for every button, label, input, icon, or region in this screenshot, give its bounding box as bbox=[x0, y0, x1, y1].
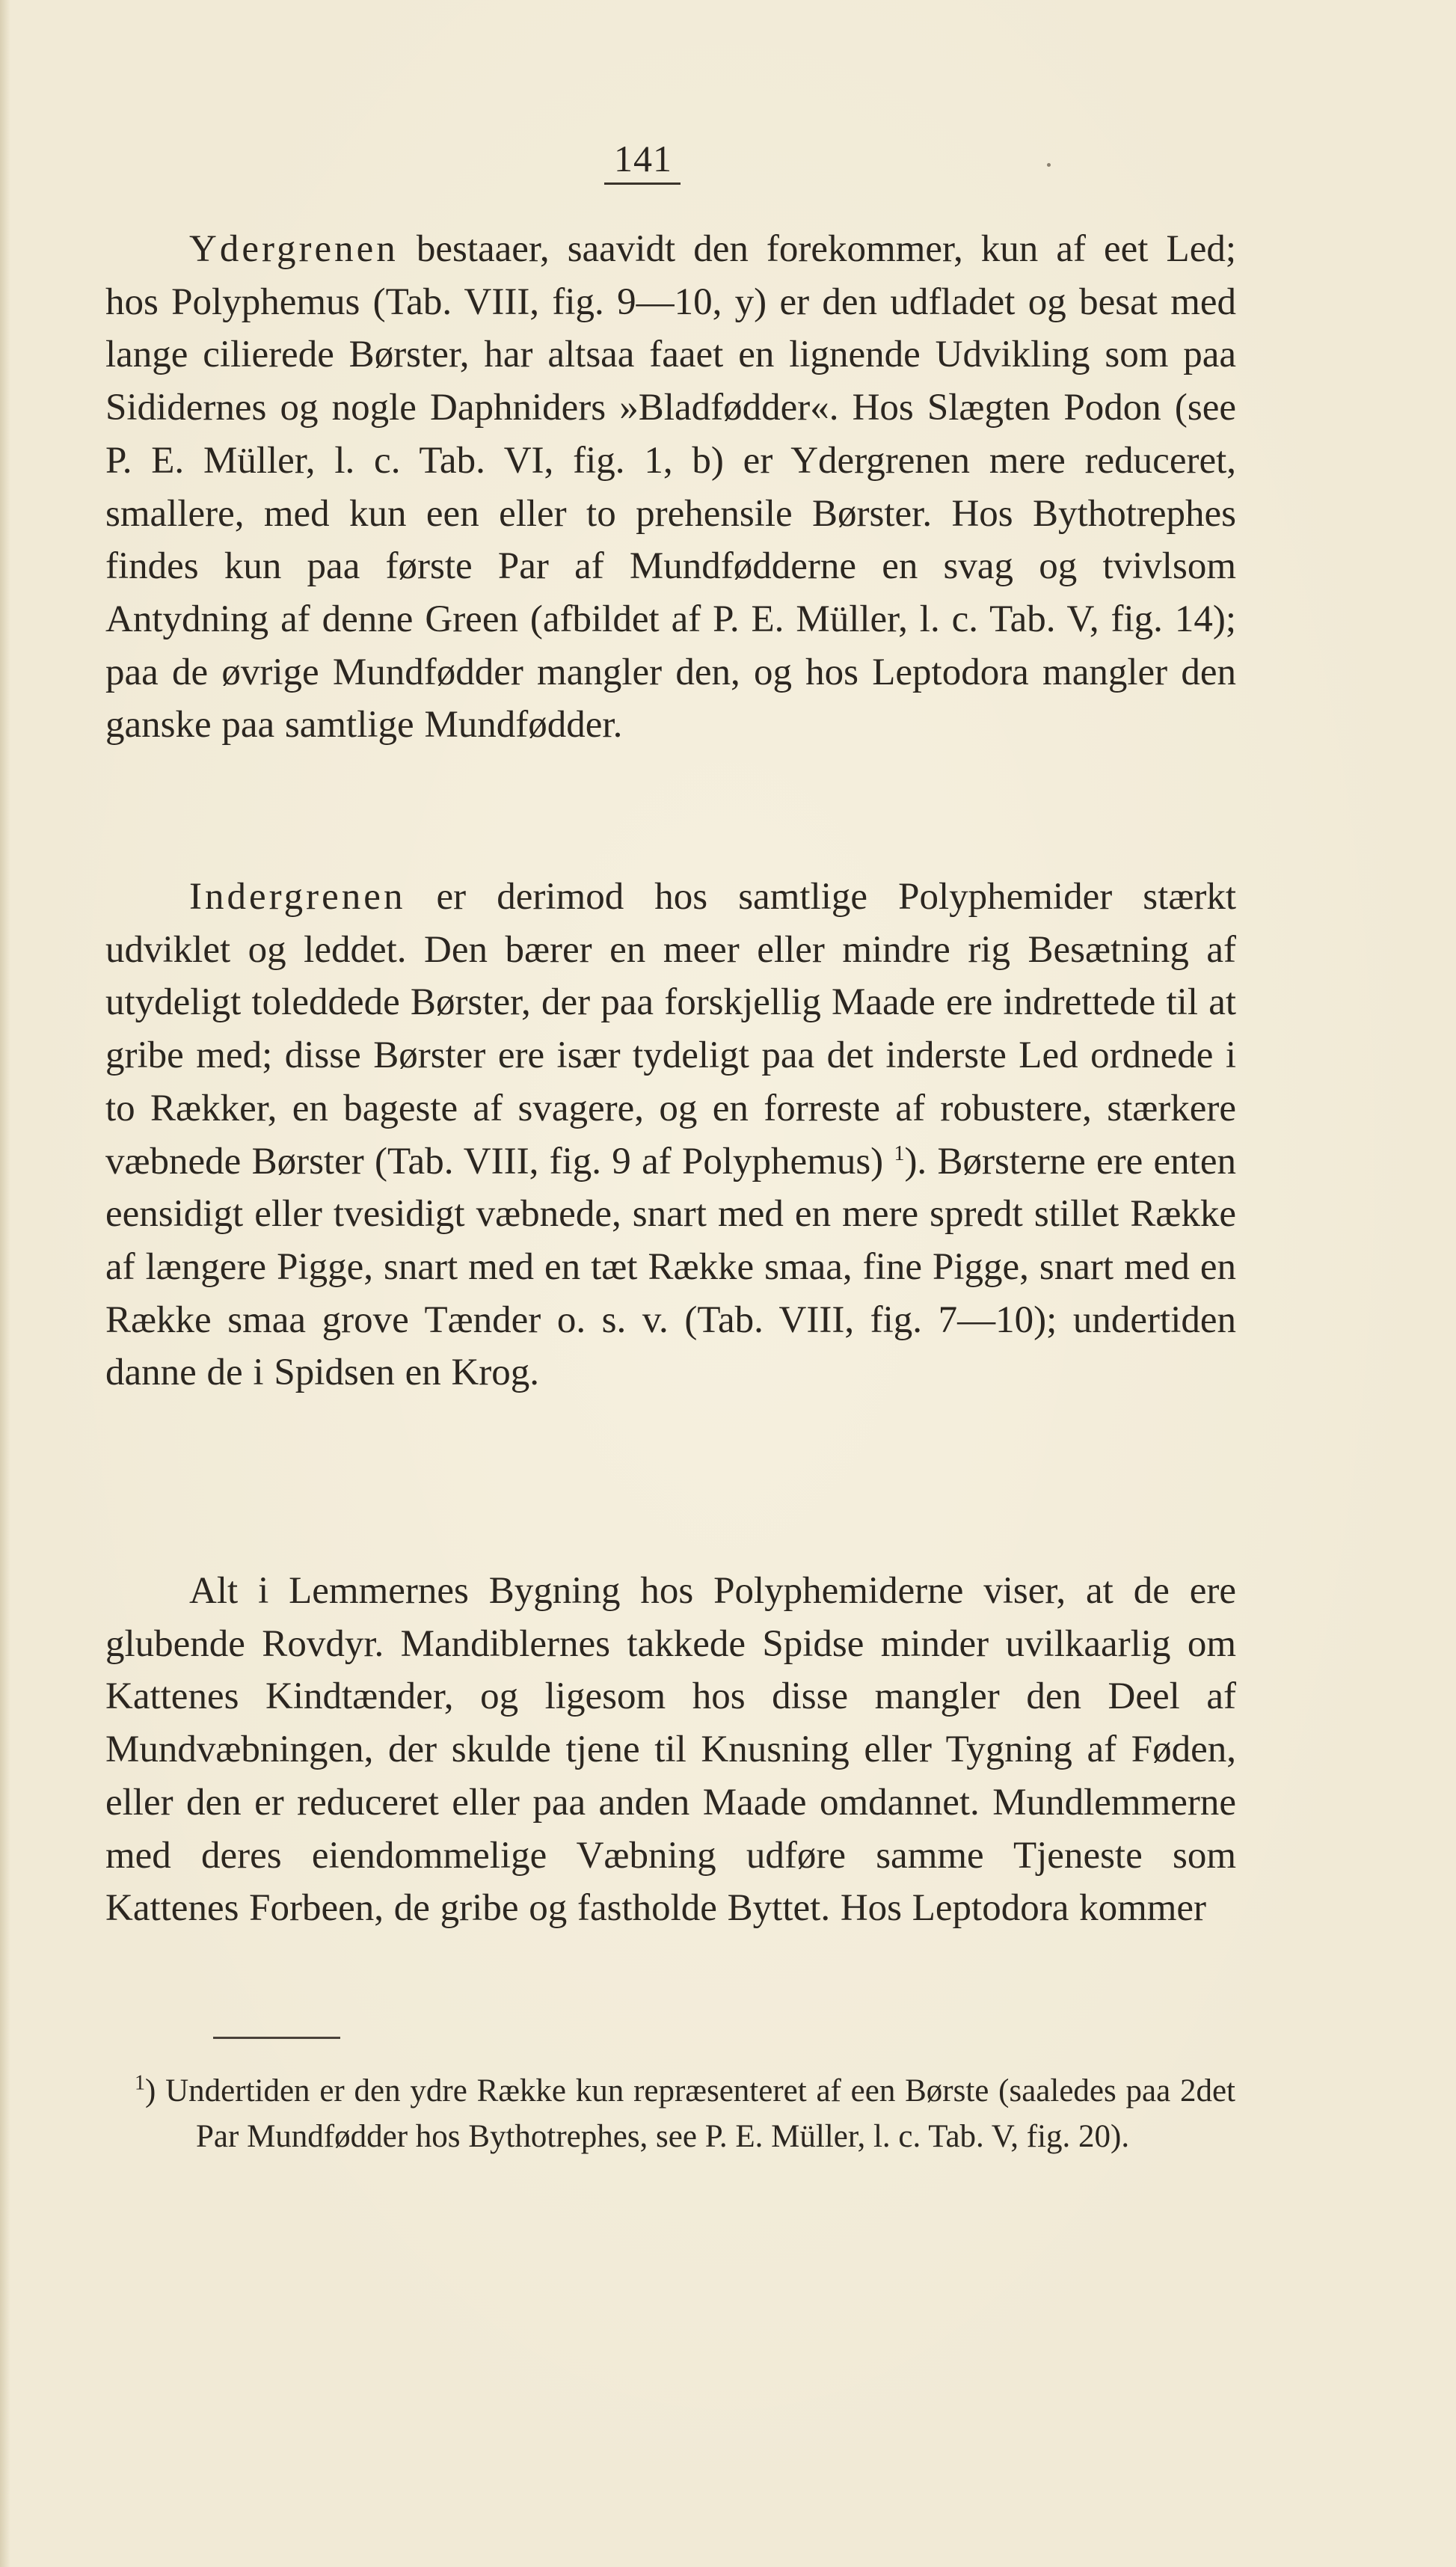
paragraph-text: Alt i Lemmernes Bygning hos Polyphemiderne viser, at de ere glubende Rovdyr. Mandiblernes takkede Spidse minder uvilkaarlig om Kattenes Kindtænder, og ligesom hos disse mangler den Deel af Mundvæbningen, der skulde tjene til Knusning eller Tygning af Føden, eller den er reduceret eller paa anden Maade omdannet. Mundlemmerne med deres eiendommelige Væbning udføre samme Tjeneste som Kattenes Forbeen, de gribe og fastholde Byttet. Hos Leptodora kommer bbox=[105, 1570, 1236, 1930]
paragraph-lead-word: Indergrenen bbox=[189, 876, 406, 918]
page-number-underline bbox=[604, 183, 681, 185]
paragraph-text: bestaaer, saavidt den forekommer, kun af eet Led; hos Polyphemus (Tab. VIII, fig. 9—10, y) er den udfladet og besat med lange cilierede Børster, har altsaa faaet en lignende Udvikling som paa Sididernes og nogle Daphniders »Bladfødder«. Hos Slægten Podon (see P. E. Müller, l. c. Tab. VI, fig. 1, b) er Ydergrenen mere reduceret, smallere, med kun een eller to prehensile Børster. Hos Bythotrephes findes kun paa første Par af Mundfødderne en svag og tvivlsom Antydning af denne Green (afbildet af P. E. Müller, l. c. Tab. V, fig. 14); paa de øvrige Mundfødder mangler den, og hos Leptodora mangler den ganske paa samtlige Mundfødder. bbox=[105, 228, 1236, 746]
footnote-marker-paren: ) bbox=[145, 2073, 156, 2109]
page-number: 141 bbox=[614, 138, 672, 180]
paragraph-ydergrenen bbox=[105, 223, 1236, 752]
footnote-marker: 1 bbox=[135, 2071, 145, 2095]
paragraph-lemmernes-bygning bbox=[105, 1565, 1236, 1935]
footnote-text: Undertiden er den ydre Række kun repræsenteret af een Børste (saaledes paa 2det Par Mundfødder hos Bythotrephes, see P. E. Müller, l. c. Tab. V, fig. 20). bbox=[156, 2073, 1235, 2154]
footnote bbox=[135, 2068, 1235, 2159]
paper-speck bbox=[1047, 163, 1051, 167]
paragraph-lead-word: Ydergrenen bbox=[189, 228, 399, 270]
footnote-separator bbox=[213, 2037, 340, 2039]
page-gutter-shadow bbox=[0, 0, 10, 2567]
footnote-reference: 1 bbox=[894, 1141, 905, 1165]
paragraph-text: er derimod hos samtlige Polyphemider stærkt udviklet og leddet. Den bærer en meer eller mindre rig Besætning af utydeligt toleddede Børster, der paa forskjellig Maade ere indrettede til at gribe med; disse Børster ere især tydeligt paa det inderste Led ordnede i to Rækker, en bageste af svagere, og en forreste af robustere, stærkere væbnede Børster (Tab. VIII, fig. 9 af Polyphemus) bbox=[105, 876, 1236, 1183]
paragraph-text-continued: ). Børsterne ere enten eensidigt eller tvesidigt væbnede, snart med en mere spredt stillet Række af længere Pigge, snart med en tæt Række smaa, fine Pigge, snart med en Række smaa grove Tænder o. s. v. (Tab. VIII, fig. 7—10); undertiden danne de i Spidsen en Krog. bbox=[105, 1140, 1236, 1394]
paragraph-indergrenen bbox=[105, 871, 1236, 1399]
